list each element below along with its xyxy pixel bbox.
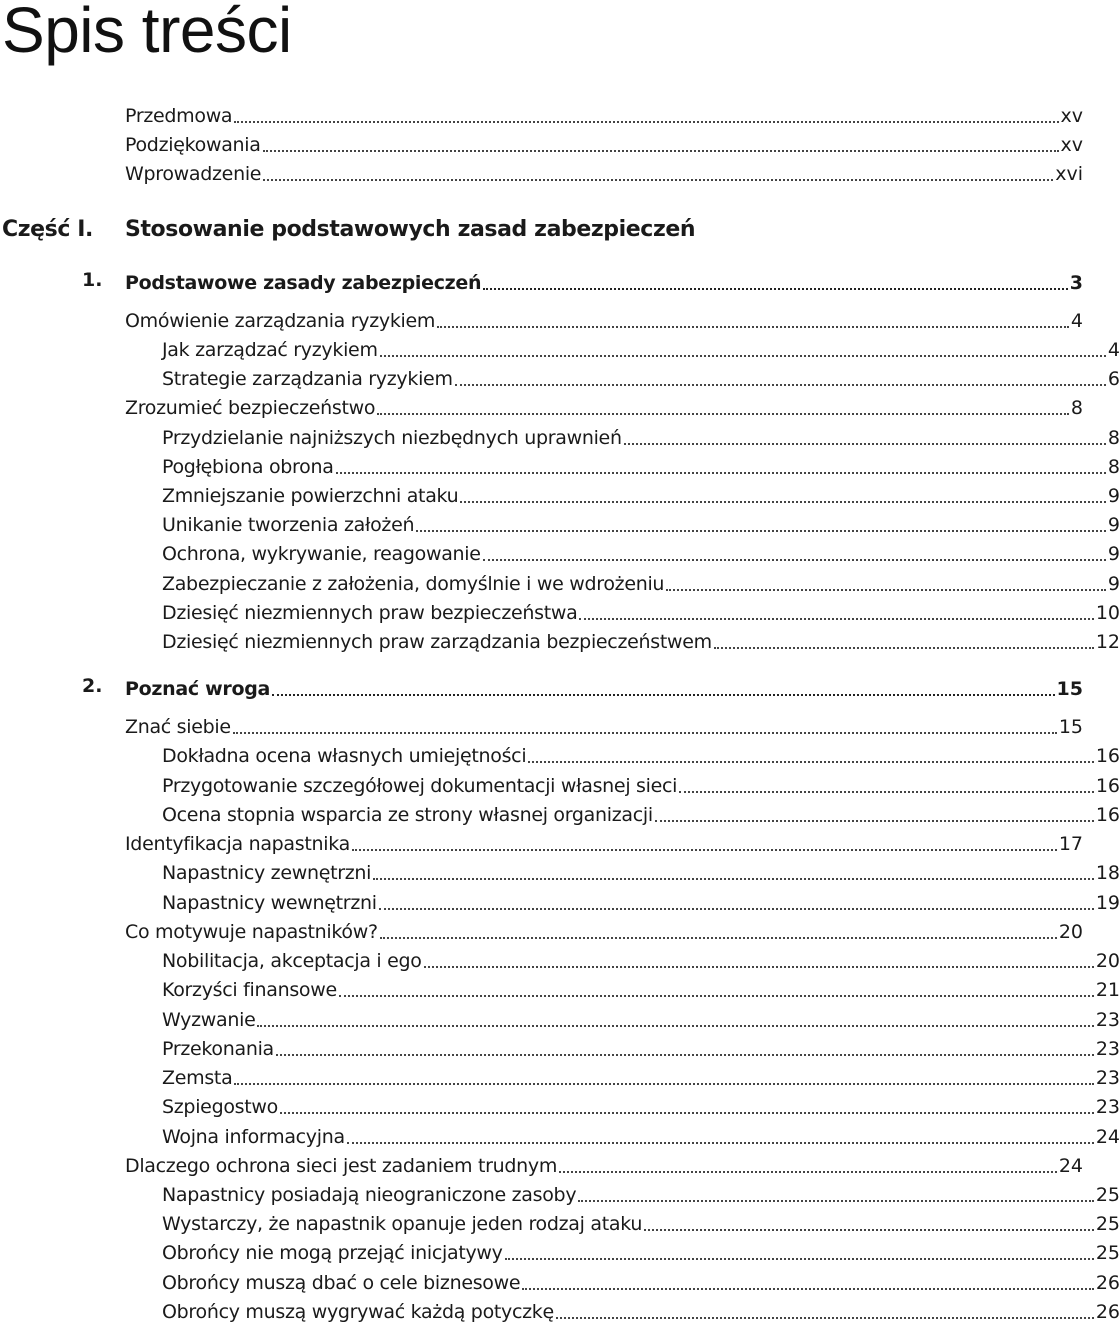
toc-entry-title: Identyfikacja napastnika xyxy=(125,833,350,855)
toc-entry[interactable] xyxy=(0,1265,1120,1294)
toc-page-number: 4 xyxy=(1070,310,1083,332)
toc-page-number: 8 xyxy=(1107,456,1120,478)
toc-entry-title: Obrońcy muszą wygrywać każdą potyczkę xyxy=(162,1301,554,1323)
dot-leader xyxy=(505,1258,1094,1260)
dot-leader xyxy=(714,647,1094,649)
toc-entry[interactable] xyxy=(0,826,1083,855)
toc-entry[interactable] xyxy=(0,1060,1120,1089)
toc-page-number: 15 xyxy=(1056,678,1083,700)
toc-entry-title: Co motywuje napastników? xyxy=(125,921,378,943)
toc-entry-title: Dziesięć niezmiennych praw bezpieczeństwa xyxy=(162,602,578,624)
toc-entry[interactable] xyxy=(0,1177,1120,1206)
dot-leader xyxy=(644,1229,1094,1231)
toc-entry[interactable] xyxy=(0,855,1120,884)
toc-entry[interactable] xyxy=(0,709,1083,738)
dot-leader xyxy=(437,326,1069,328)
toc-entry[interactable] xyxy=(0,566,1120,595)
dot-leader xyxy=(373,878,1094,880)
toc-entry[interactable] xyxy=(0,507,1120,536)
toc-entry[interactable] xyxy=(0,127,1083,156)
toc-page-number: 23 xyxy=(1095,1096,1120,1118)
dot-leader xyxy=(528,761,1094,763)
toc-entry[interactable] xyxy=(0,156,1083,185)
toc-page-number: xv xyxy=(1060,134,1083,156)
dot-leader xyxy=(679,791,1094,793)
toc-page-number: 24 xyxy=(1058,1155,1083,1177)
dot-leader xyxy=(380,937,1057,939)
toc-entry[interactable] xyxy=(0,914,1083,943)
toc-entry[interactable] xyxy=(0,797,1120,826)
toc-entry-title: Zrozumieć bezpieczeństwo xyxy=(125,397,376,419)
dot-leader xyxy=(263,179,1053,181)
toc-entry[interactable] xyxy=(0,738,1120,767)
toc-page-number: 18 xyxy=(1095,862,1120,884)
chapter-title: Poznać wroga xyxy=(125,678,271,700)
toc-entry[interactable] xyxy=(0,420,1120,449)
toc-entry-title: Dokładna ocena własnych umiejętności xyxy=(162,745,527,767)
toc-page-number: 15 xyxy=(1058,716,1083,738)
toc-entry-title: Szpiegostwo xyxy=(162,1096,278,1118)
toc-entry-title: Korzyści finansowe xyxy=(162,979,337,1001)
toc-page-number: 6 xyxy=(1107,368,1120,390)
dot-leader xyxy=(424,966,1094,968)
toc-page-number: 10 xyxy=(1095,602,1120,624)
toc-entry-title: Napastnicy wewnętrzni xyxy=(162,892,377,914)
toc-entry[interactable] xyxy=(0,390,1083,419)
toc-page-number: 24 xyxy=(1095,1126,1120,1148)
toc-page-number: 9 xyxy=(1107,573,1120,595)
dot-leader xyxy=(483,288,1068,290)
toc-entry[interactable] xyxy=(0,1206,1120,1235)
toc-page-number: xvi xyxy=(1055,163,1083,185)
toc-entry[interactable] xyxy=(0,885,1120,914)
toc-entry[interactable] xyxy=(0,1089,1120,1118)
toc-entry-title: Przygotowanie szczegółowej dokumentacji własnej sieci xyxy=(162,775,678,797)
toc-page-number: 25 xyxy=(1095,1184,1120,1206)
toc-entry-title: Obrońcy muszą dbać o cele biznesowe xyxy=(162,1272,521,1294)
dot-leader xyxy=(234,121,1058,123)
toc-page-number: 16 xyxy=(1095,745,1120,767)
toc-page-number: 3 xyxy=(1069,272,1083,294)
chapter-heading[interactable] xyxy=(0,671,1083,700)
toc-page-number: 20 xyxy=(1058,921,1083,943)
toc-entry-title: Przekonania xyxy=(162,1038,274,1060)
toc-entry-title: Pogłębiona obrona xyxy=(162,456,334,478)
toc-entry[interactable] xyxy=(0,1031,1120,1060)
toc-entry[interactable] xyxy=(0,1002,1120,1031)
dot-leader xyxy=(280,1112,1094,1114)
dot-leader xyxy=(624,443,1106,445)
toc-entry-title: Wprowadzenie xyxy=(125,163,262,185)
dot-leader xyxy=(455,384,1106,386)
toc-page-number: 9 xyxy=(1107,543,1120,565)
dot-leader xyxy=(522,1288,1094,1290)
toc-entry[interactable] xyxy=(0,972,1120,1001)
dot-leader xyxy=(339,995,1094,997)
dot-leader xyxy=(380,355,1106,357)
toc-page-number: 17 xyxy=(1058,833,1083,855)
dot-leader xyxy=(655,820,1094,822)
dot-leader xyxy=(666,589,1106,591)
dot-leader xyxy=(377,413,1069,415)
toc-entry-title: Strategie zarządzania ryzykiem xyxy=(162,368,453,390)
dot-leader xyxy=(559,1171,1057,1173)
toc-page-number: 4 xyxy=(1107,339,1120,361)
toc-entry[interactable] xyxy=(0,943,1120,972)
toc-entry[interactable] xyxy=(0,1119,1120,1148)
toc-entry[interactable] xyxy=(0,536,1120,565)
toc-entry[interactable] xyxy=(0,768,1120,797)
toc-entry[interactable] xyxy=(0,1235,1120,1264)
toc-entry-title: Dziesięć niezmiennych praw zarządzania bezpieczeństwem xyxy=(162,631,712,653)
toc-page-number: 9 xyxy=(1107,485,1120,507)
toc-entry-title: Wystarczy, że napastnik opanuje jeden rodzaj ataku xyxy=(162,1213,643,1235)
toc-entry-title: Zabezpieczanie z założenia, domyślnie i we wdrożeniu xyxy=(162,573,665,595)
toc-entry[interactable] xyxy=(0,303,1083,332)
dot-leader xyxy=(263,150,1059,152)
chapter-title: Podstawowe zasady zabezpieczeń xyxy=(125,272,482,294)
dot-leader xyxy=(416,530,1106,532)
chapter-number: 1. xyxy=(82,269,103,291)
dot-leader xyxy=(233,732,1057,734)
toc-entry-title: Wojna informacyjna xyxy=(162,1126,345,1148)
toc-entry-title: Zemsta xyxy=(162,1067,233,1089)
toc-entry-title: Znać siebie xyxy=(125,716,231,738)
toc-entry[interactable] xyxy=(0,361,1120,390)
toc-page-number: 25 xyxy=(1095,1242,1120,1264)
dot-leader xyxy=(257,1025,1093,1027)
dot-leader xyxy=(347,1142,1094,1144)
toc-page-number: xv xyxy=(1060,105,1083,127)
dot-leader xyxy=(234,1083,1093,1085)
toc-page-number: 26 xyxy=(1095,1301,1120,1323)
toc-entry-title: Ochrona, wykrywanie, reagowanie xyxy=(162,543,481,565)
dot-leader xyxy=(336,472,1106,474)
toc-page-number: 8 xyxy=(1070,397,1083,419)
toc-entry-title: Wyzwanie xyxy=(162,1009,256,1031)
toc-page-number: 23 xyxy=(1095,1038,1120,1060)
toc-entry-title: Podziękowania xyxy=(125,134,261,156)
dot-leader xyxy=(556,1317,1094,1319)
toc-entry[interactable] xyxy=(0,1148,1083,1177)
toc-page-number: 20 xyxy=(1095,950,1120,972)
dot-leader xyxy=(379,908,1094,910)
toc-page-number: 26 xyxy=(1095,1272,1120,1294)
toc-entry[interactable] xyxy=(0,595,1120,624)
toc-entry-title: Dlaczego ochrona sieci jest zadaniem trudnym xyxy=(125,1155,558,1177)
toc-page-number: 23 xyxy=(1095,1009,1120,1031)
toc-entry[interactable] xyxy=(0,478,1120,507)
toc-entry[interactable] xyxy=(0,624,1120,653)
toc-page-number: 9 xyxy=(1107,514,1120,536)
toc-entry-title: Obrońcy nie mogą przejąć inicjatywy xyxy=(162,1242,503,1264)
page-title: Spis treści xyxy=(2,0,292,66)
dot-leader xyxy=(276,1054,1094,1056)
toc-page-number: 16 xyxy=(1095,775,1120,797)
chapter-heading[interactable] xyxy=(0,265,1083,294)
toc-page-number: 23 xyxy=(1095,1067,1120,1089)
dot-leader xyxy=(579,618,1093,620)
toc-entry-title: Przydzielanie najniższych niezbędnych uprawnień xyxy=(162,427,622,449)
toc-entry-title: Jak zarządzać ryzykiem xyxy=(162,339,378,361)
toc-entry-title: Zmniejszanie powierzchni ataku xyxy=(162,485,459,507)
dot-leader xyxy=(460,501,1106,503)
dot-leader xyxy=(483,559,1106,561)
chapter-number: 2. xyxy=(82,675,103,697)
toc-page-number: 25 xyxy=(1095,1213,1120,1235)
toc-page-number: 12 xyxy=(1095,631,1120,653)
toc-entry[interactable] xyxy=(0,1294,1120,1323)
dot-leader xyxy=(352,849,1057,851)
dot-leader xyxy=(578,1200,1094,1202)
part-label: Część I. xyxy=(2,217,94,242)
toc-entry-title: Ocena stopnia wsparcia ze strony własnej organizacji xyxy=(162,804,653,826)
toc-page-number: 19 xyxy=(1095,892,1120,914)
toc-entry[interactable] xyxy=(0,332,1120,361)
part-title: Stosowanie podstawowych zasad zabezpieczeń xyxy=(125,217,696,242)
toc-entry-title: Przedmowa xyxy=(125,105,233,127)
toc-entry-title: Napastnicy zewnętrzni xyxy=(162,862,372,884)
toc-page-number: 16 xyxy=(1095,804,1120,826)
dot-leader xyxy=(272,694,1054,696)
toc-page-number: 21 xyxy=(1095,979,1120,1001)
part-heading xyxy=(0,214,958,246)
toc-entry-title: Napastnicy posiadają nieograniczone zasoby xyxy=(162,1184,577,1206)
toc-entry-title: Omówienie zarządzania ryzykiem xyxy=(125,310,436,332)
toc-page-number: 8 xyxy=(1107,427,1120,449)
toc-entry[interactable] xyxy=(0,449,1120,478)
toc-entry-title: Unikanie tworzenia założeń xyxy=(162,514,415,536)
toc-entry-title: Nobilitacja, akceptacja i ego xyxy=(162,950,422,972)
toc-entry[interactable] xyxy=(0,98,1083,127)
